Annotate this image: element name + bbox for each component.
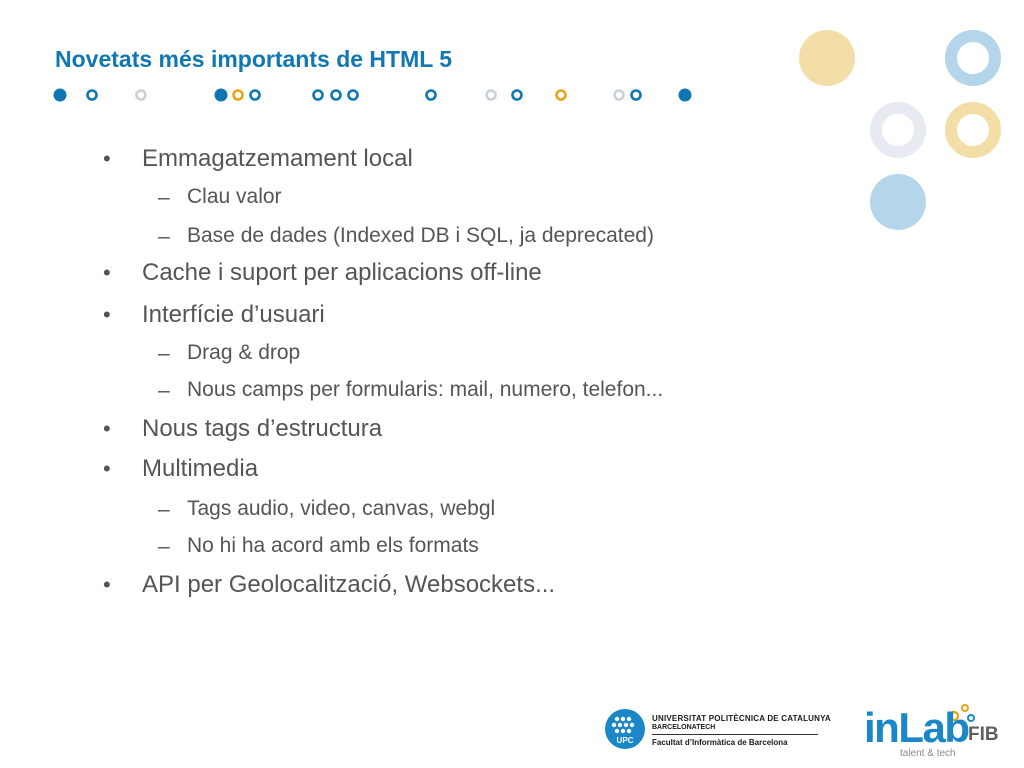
deco-circle-blue-ring — [951, 36, 995, 80]
bullet-item: Multimedia — [142, 455, 259, 482]
bullet-item: API per Geolocalització, Websockets... — [142, 571, 556, 598]
bullet-symbol: • — [103, 456, 111, 481]
bullet-item: Cache i suport per aplicacions off-line — [142, 259, 542, 286]
sub-bullet-symbol: – — [158, 498, 170, 521]
sub-bullet-symbol: – — [158, 186, 170, 209]
sub-bullet-symbol: – — [158, 535, 170, 558]
bullet-symbol: • — [103, 572, 111, 597]
sub-bullet-symbol: – — [158, 379, 170, 402]
sub-bullet-item: Nous camps per formularis: mail, numero, telefon... — [187, 378, 664, 401]
bullet-symbol: • — [103, 260, 111, 285]
sub-bullet-item: Tags audio, video, canvas, webgl — [187, 497, 496, 520]
upc-logo — [604, 708, 831, 752]
upc-barcelonatech: BARCELONATECH — [652, 724, 716, 731]
bullet-item: Interfície d’usuari — [142, 301, 325, 328]
upc-divider — [652, 734, 818, 735]
decorative-circles — [790, 20, 1024, 240]
sub-bullet-item: Base de dades (Indexed DB i SQL, ja deprecated) — [187, 224, 654, 247]
sub-bullet-symbol: – — [158, 225, 170, 248]
inlab-logo — [864, 702, 1014, 762]
upc-mark-icon — [604, 708, 646, 750]
deco-circle-orange-ring — [951, 108, 995, 152]
bullet-item: Emmagatzemament local — [142, 145, 413, 172]
upc-faculty-name: Facultat d’Informàtica de Barcelona — [652, 738, 788, 747]
upc-mark-text: UPC — [616, 736, 634, 745]
slide-title: Novetats més importants de HTML 5 — [55, 46, 453, 72]
inlab-fib: FIB — [968, 724, 999, 745]
bullet-symbol: • — [103, 416, 111, 441]
inlab-tagline: talent & tech — [900, 748, 956, 759]
bullet-symbol: • — [103, 302, 111, 327]
deco-circle-gray-ring — [876, 108, 920, 152]
sub-bullet-item: No hi ha acord amb els formats — [187, 534, 479, 557]
bullet-symbol: • — [103, 146, 111, 171]
sub-bullet-item: Drag & drop — [187, 341, 301, 364]
upc-university-name: UNIVERSITAT POLITÈCNICA DE CATALUNYA — [652, 714, 831, 723]
sub-bullet-item: Clau valor — [187, 185, 282, 208]
sub-bullet-symbol: – — [158, 342, 170, 365]
inlab-wordmark: inLab — [864, 704, 969, 751]
bullet-item: Nous tags d’estructura — [142, 415, 383, 442]
deco-circle-blue-filled — [870, 174, 926, 230]
